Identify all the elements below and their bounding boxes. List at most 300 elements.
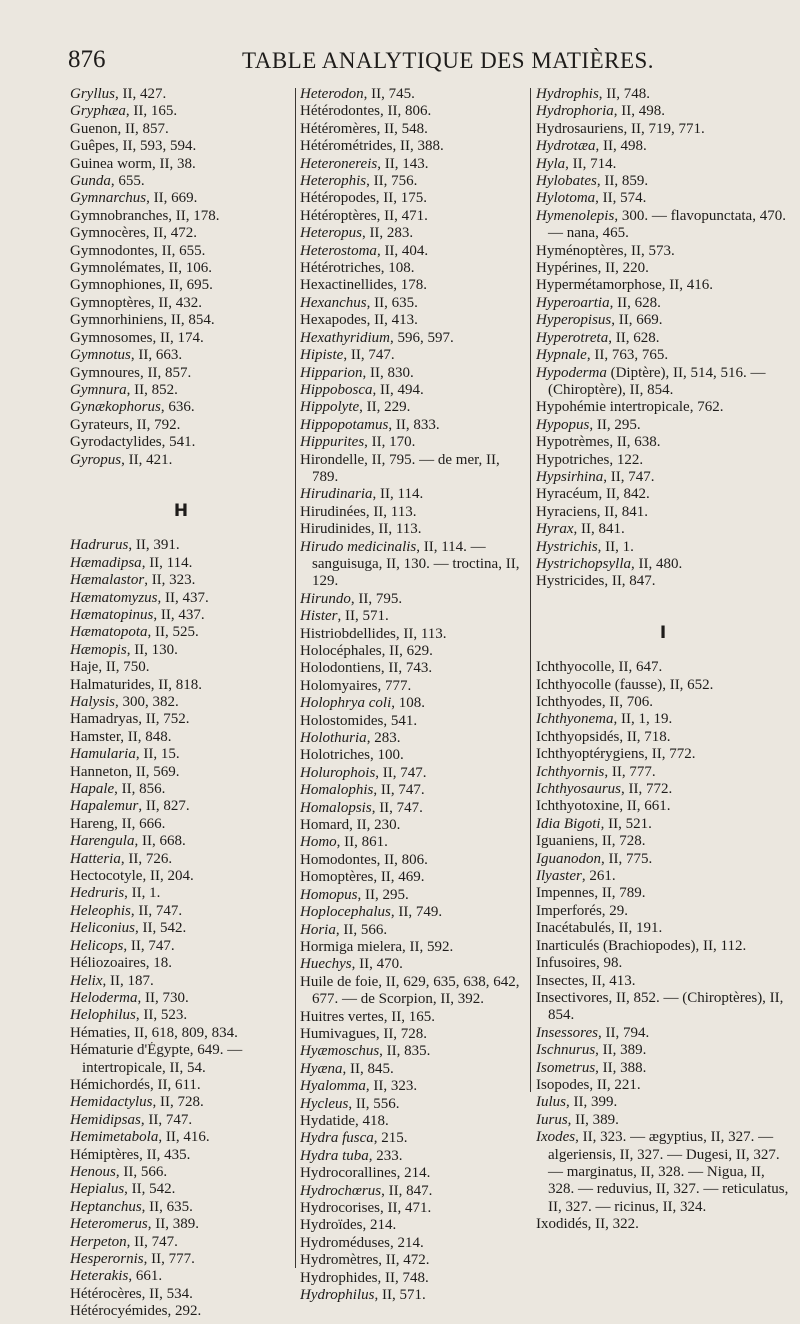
index-entry [70,103,292,120]
index-entry [536,243,790,260]
index-entry [70,1234,292,1251]
entry-reference: , II, 15. [135,746,180,763]
index-entry [536,833,790,850]
index-entry [70,729,292,746]
index-entry [300,399,528,416]
entry-reference: , II, 861. [336,834,388,851]
entry-reference: Hirondelle, II, 795. — de mer, II, 789. [300,451,500,485]
entry-reference: , II, 571. [337,608,389,625]
taxon-name: Heteromerus [70,1216,148,1233]
entry-reference: , II, 187. [102,972,154,989]
taxon-name: Hirundo [300,590,351,607]
index-entry [300,1235,528,1252]
index-entry [536,1077,790,1094]
entry-reference: Insectes, II, 413. [536,972,636,989]
index-entry [536,103,790,120]
entry-reference: Hémichordés, II, 611. [70,1076,201,1093]
index-entry [536,399,790,416]
index-entry [300,365,528,382]
index-entry [536,764,790,781]
entry-reference: , II, 747. [123,937,175,954]
entry-reference: , II, 399. [566,1094,618,1111]
index-entry [70,694,292,711]
taxon-name: Hydrotæa [536,138,596,155]
taxon-name: Hadrurus [70,537,129,554]
index-entry [536,746,790,763]
entry-reference: , II, 1, 19. [613,711,673,728]
entry-reference: Inacétabulés, II, 191. [536,920,663,937]
taxon-name: Hyperotreta [536,329,609,346]
entry-reference: , II, 404. [376,242,429,259]
index-entry [536,659,790,676]
index-entry [70,955,292,972]
entry-reference: , II, 323. [144,572,196,589]
taxon-name: Gynækophorus [70,399,161,416]
entry-reference: Hydrosauriens, II, 719, 771. [536,120,705,137]
taxon-name: Hymenolepis [536,207,615,224]
entry-reference: Hypotrèmes, II, 638. [536,434,661,451]
entry-reference: Halmaturides, II, 818. [70,676,203,693]
entry-reference: , II, 628. [608,329,660,346]
taxon-name: Huechys [300,956,352,973]
index-entry [536,417,790,434]
entry-reference: , II, 498. [595,138,647,155]
entry-reference: Hétérotriches, 108. [300,260,415,277]
index-entry [70,920,292,937]
index-entry [300,330,528,347]
index-entry [70,208,292,225]
index-entry [536,295,790,312]
taxon-name: Hyalomma [300,1078,366,1095]
index-entry [70,1251,292,1268]
entry-reference: Gymnosomes, II, 174. [70,329,204,346]
entry-reference: Hétérométrides, II, 388. [300,138,444,155]
entry-reference: , II, 1. [597,538,634,555]
entry-reference: , II, 747. [373,782,425,799]
entry-reference: Hypohémie intertropicale, 762. [536,399,724,416]
index-entry [300,1252,528,1269]
index-entry [300,1165,528,1182]
index-entry [300,1078,528,1095]
entry-reference: Hétérocères, II, 534. [70,1285,193,1302]
entry-reference: , II, 795. [350,590,403,607]
entry-reference: Homoptères, II, 469. [300,869,425,886]
index-entry [70,885,292,902]
column-divider-1 [295,88,296,1268]
index-entry [300,138,528,155]
entry-reference: , 283. [366,730,401,747]
index-entry [536,573,790,590]
index-entry [70,1007,292,1024]
index-entry [70,190,292,207]
entry-reference: Hyraciens, II, 841. [536,503,649,520]
index-entry [300,1043,528,1060]
entry-reference: Hydrocorallines, 214. [300,1165,431,1182]
taxon-name: Hæmopis [70,641,127,658]
entry-reference: Ichthyodes, II, 706. [536,694,654,710]
entry-reference: , II, 663. [130,347,183,364]
index-entry [300,834,528,851]
entry-reference: Ichthyocolle (fausse), II, 652. [536,676,714,693]
entry-reference: , II, 856. [114,781,166,798]
entry-reference: Hectocotyle, II, 204. [70,868,194,885]
index-entry [70,347,292,364]
taxon-name: Heleophis [70,902,131,919]
index-entry [536,711,790,728]
index-entry [70,659,292,676]
entry-reference: , II, 566. [115,1163,168,1180]
index-entry [300,765,528,782]
entry-reference: Ichthyopsidés, II, 718. [536,728,671,745]
entry-reference: , II, 114. — sanguisuga, II, 130. — troctina, II, 129. [312,538,520,590]
taxon-name: Halysis [70,694,115,710]
index-entry [70,382,292,399]
entry-reference: , II, 494. [372,381,424,398]
taxon-name: Hyrax [536,521,574,538]
taxon-name: Hemimetabola [70,1129,159,1146]
index-entry [536,260,790,277]
entry-reference: , II, 523. [135,1007,188,1024]
taxon-name: Hapale [70,781,115,798]
section-letter: H [173,500,189,521]
taxon-name: Hydrophilus [300,1287,375,1304]
index-entry [300,974,528,1009]
taxon-name: Hyperoartia [536,294,610,311]
taxon-name: Hydra tuba [300,1147,369,1164]
entry-reference: Imperforés, 29. [536,902,629,919]
index-column-3 [536,86,790,1234]
entry-reference: Hypotriches, 122. [536,451,644,468]
taxon-name: Ischnurus [536,1042,596,1059]
taxon-name: Hylotoma [536,190,596,207]
entry-reference: Hémiptères, II, 435. [70,1146,191,1163]
entry-reference: , II, 295. [357,886,409,903]
index-entry [300,608,528,625]
section-letter: I [659,622,667,643]
index-entry [300,347,528,364]
entry-reference: , II, 229. [359,399,411,416]
entry-reference: Insectivores, II, 852. — (Chiroptères), II, 854. [536,989,784,1024]
index-entry [70,1147,292,1164]
index-entry [70,1077,292,1094]
index-entry [536,1112,790,1129]
entry-reference: , II, 859. [596,173,649,190]
index-entry [70,330,292,347]
entry-reference: Gymnobranches, II, 178. [70,207,220,224]
entry-reference: , II, 728. [152,1094,204,1111]
entry-reference: Hareng, II, 666. [70,815,166,832]
index-entry [536,86,790,103]
index-entry [300,312,528,329]
index-entry [536,486,790,503]
spacer [70,469,292,486]
taxon-name: Hesperornis [70,1251,144,1267]
index-entry [70,156,292,173]
index-column-1 [70,86,292,1321]
entry-reference: , II, 714. [565,155,617,172]
entry-reference: Impennes, II, 789. [536,885,646,902]
entry-reference: Hanneton, II, 569. [70,763,180,780]
entry-reference: Holodontiens, II, 743. [300,660,433,677]
index-entry [300,434,528,451]
index-entry [300,1183,528,1200]
index-entry [70,1199,292,1216]
index-entry [70,225,292,242]
entry-reference: Isopodes, II, 221. [536,1076,641,1093]
index-entry [300,800,528,817]
taxon-name: Gymnarchus [70,190,147,207]
index-entry [300,887,528,904]
index-entry [536,885,790,902]
taxon-name: Hydrochœrus [300,1182,382,1199]
index-entry [300,643,528,660]
taxon-name: Hippopotamus [300,416,389,433]
entry-reference: Gymnoures, II, 857. [70,364,192,381]
entry-reference: Hématies, II, 618, 809, 834. [70,1024,238,1041]
entry-reference: , II, 480. [631,555,683,572]
index-entry [536,955,790,972]
taxon-name: Herpeton [70,1233,127,1250]
index-entry [536,920,790,937]
index-entry [536,938,790,955]
index-entry [70,990,292,1007]
entry-reference: , 215. [373,1130,408,1147]
taxon-name: Hedruris [70,885,125,902]
index-entry [70,1129,292,1146]
index-entry [70,1112,292,1129]
taxon-name: Hæmatopinus [70,606,154,623]
entry-reference: , II, 437. [157,589,209,606]
index-entry [300,521,528,538]
index-entry [300,591,528,608]
spacer [536,642,790,659]
entry-reference: , II, 389. [147,1216,200,1233]
index-entry [300,956,528,973]
taxon-name: Hypopus [536,416,590,433]
index-entry [70,555,292,572]
entry-reference: Holomyaires, 777. [300,677,412,694]
index-entry [70,277,292,294]
entry-reference: , II, 777. [604,763,656,780]
entry-reference: Hydromètres, II, 472. [300,1252,430,1269]
taxon-name: Iulus [536,1094,566,1111]
entry-reference: , II, 389. [567,1111,619,1128]
index-entry [536,347,790,364]
index-entry [70,295,292,312]
taxon-name: Hystrichopsylla [536,555,631,572]
taxon-name: Holurophois [300,764,376,781]
index-entry [300,713,528,730]
taxon-name: Ilyaster [536,868,582,885]
entry-reference: Héliozoaires, 18. [70,955,173,972]
entry-reference: , II, 635. [141,1198,193,1215]
index-column-2 [300,86,528,1304]
entry-reference: , II, 835. [379,1043,431,1060]
entry-reference: Hystricides, II, 847. [536,573,656,590]
index-entry [300,730,528,747]
index-entry [300,1026,528,1043]
index-entry [70,399,292,416]
index-entry [536,190,790,207]
entry-reference: , II, 1. [124,885,161,902]
page-number: 876 [68,46,106,73]
index-entry [70,1042,292,1077]
column-divider-2 [530,88,531,1092]
entry-reference: Ixodidés, II, 322. [536,1216,639,1233]
entry-reference: Hydatide, 418. [300,1112,389,1129]
entry-reference: , 233. [368,1147,403,1164]
entry-reference: , II, 745. [363,86,415,102]
entry-reference: , II, 283. [361,225,414,242]
taxon-name: Hæmatomyzus [70,589,158,606]
entry-reference: , 596, 597. [389,329,454,346]
index-entry [70,642,292,659]
entry-reference: Gymnodontes, II, 655. [70,242,206,259]
entry-reference: , II, 556. [348,1095,400,1112]
index-entry [536,990,790,1025]
taxon-name: Holophrya coli [300,695,392,712]
index-entry [536,365,790,400]
taxon-name: Horia [300,921,336,938]
entry-reference: , II, 421. [121,451,173,468]
index-entry [70,798,292,815]
index-entry [536,729,790,746]
index-entry [300,626,528,643]
index-entry [70,365,292,382]
entry-reference: , II, 323. — ægyptius, II, 327. — algeriensis, II, 327. — Dugesi, II, 327. — marginatus, II, 328. — Nigua, II, 328. — reduvius, II, 327. — reticulatus, II, 327. — ricinus, II, 324. [548,1129,789,1215]
entry-reference: , II, 747. [603,468,655,485]
taxon-name: Hemidactylus [70,1094,153,1111]
entry-reference: Hétéroptères, II, 471. [300,207,428,224]
entry-reference: Infusoires, 98. [536,955,623,972]
index-entry [300,1217,528,1234]
index-entry [70,1268,292,1285]
entry-reference: Holotriches, 100. [300,747,404,764]
entry-reference: , II, 427. [115,86,167,102]
index-entry [536,312,790,329]
entry-reference: (Diptère), II, 514, 516. — (Chiroptère), II, 854. [548,364,766,398]
entry-reference: , II, 669. [611,312,663,329]
taxon-name: Hyla [536,155,566,172]
index-entry [300,1148,528,1165]
taxon-name: Heterodon [300,86,364,102]
index-entry [70,868,292,885]
index-entry [536,798,790,815]
entry-reference: , II, 170. [364,434,416,451]
entry-reference: Hydrocorises, II, 471. [300,1200,432,1216]
index-entry [536,539,790,556]
index-entry [70,86,292,103]
index-entry [300,382,528,399]
taxon-name: Ixodes [536,1129,576,1146]
index-entry [300,678,528,695]
entry-reference: Holocéphales, II, 629. [300,643,433,659]
index-entry [70,764,292,781]
index-entry [300,922,528,939]
index-entry [300,225,528,242]
entry-reference: Hamadryas, II, 752. [70,711,190,728]
entry-reference: Hexactinellides, 178. [300,277,428,294]
taxon-name: Hemidipsas [70,1111,141,1128]
entry-reference: Hétérodontes, II, 806. [300,103,432,120]
entry-reference: , II, 498. [613,103,666,120]
entry-reference: , 300, 382. [115,694,179,710]
entry-reference: , II, 542. [124,1181,176,1198]
entry-reference: , II, 470. [351,956,403,973]
entry-reference: , II, 143. [377,155,429,172]
taxon-name: Ichthyonema [536,711,614,728]
entry-reference: , II, 747. [343,347,395,364]
index-entry [536,694,790,711]
taxon-name: Gymnura [70,381,127,398]
entry-reference: , II, 668. [134,833,186,850]
entry-reference: Inarticulés (Brachiopodes), II, 112. [536,937,747,954]
taxon-name: Hirudinaria [300,486,373,503]
taxon-name: Hyæmoschus [300,1043,380,1060]
index-entry [300,1113,528,1130]
entry-reference: Gymnolémates, II, 106. [70,260,213,277]
index-entry [300,208,528,225]
taxon-name: Helophilus [70,1007,136,1024]
taxon-name: Hippurites [300,434,365,451]
index-entry [70,851,292,868]
taxon-name: Hamularia [70,746,136,763]
index-entry [70,138,292,155]
taxon-name: Heterophis [300,173,367,190]
entry-reference: Hirudinides, II, 113. [300,521,422,538]
entry-reference: , 655. [110,173,145,190]
entry-reference: Guinea worm, II, 38. [70,155,196,172]
index-entry [300,660,528,677]
taxon-name: Heterostoma [300,242,377,259]
entry-reference: , II, 130. [126,641,178,658]
index-entry [536,138,790,155]
entry-reference: , II, 542. [135,920,187,937]
taxon-name: Hyperopisus [536,312,612,329]
entry-reference: , II, 747. [375,764,427,781]
taxon-name: Hister [300,608,338,625]
index-entry [300,1130,528,1147]
index-entry [536,851,790,868]
entry-reference: , II, 748. [598,86,651,102]
entry-reference: Humivagues, II, 728. [300,1025,428,1042]
entry-reference: , II, 730. [137,989,189,1006]
taxon-name: Hippolyte [300,399,360,416]
index-entry [300,156,528,173]
index-entry [300,1009,528,1026]
entry-reference: , II, 747. [130,902,183,919]
entry-reference: Hypermétamorphose, II, 416. [536,277,714,294]
taxon-name: Homopus [300,886,358,903]
entry-reference: , II, 295. [589,416,641,433]
entry-reference: Hyracéum, II, 842. [536,486,650,503]
entry-reference: , II, 437. [153,606,205,623]
taxon-name: Helix [70,972,103,989]
entry-reference: Hamster, II, 848. [70,728,172,745]
index-entry [300,1270,528,1287]
entry-reference: Hétéromères, II, 548. [300,120,428,137]
entry-reference: , II, 566. [335,921,388,938]
taxon-name: Helicops [70,937,124,954]
index-entry [536,1216,790,1233]
index-entry [70,973,292,990]
entry-reference: , II, 389. [595,1042,647,1059]
index-entry [70,1216,292,1233]
entry-reference: , II, 114. [372,486,424,503]
taxon-name: Hapalemur [70,798,139,815]
taxon-name: Hippobosca [300,381,373,398]
taxon-name: Hexanchus [300,294,367,311]
